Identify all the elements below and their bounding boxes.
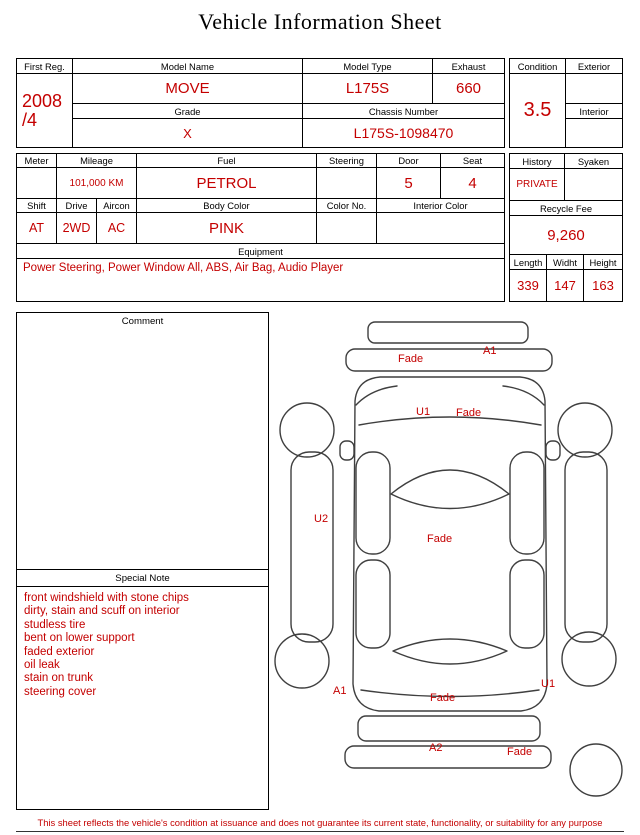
- headlight-right: [503, 386, 544, 405]
- damage-label-u1-rear-right: U1: [541, 678, 556, 690]
- fuel-value: PETROL: [137, 168, 317, 199]
- car-damage-diagram: [268, 312, 624, 812]
- first-reg-year: 2008: [22, 90, 63, 111]
- special-note-header: Special Note: [17, 569, 268, 587]
- drive-value: 2WD: [57, 213, 97, 244]
- right-mirror: [546, 441, 560, 460]
- mileage-label: Mileage: [57, 154, 137, 168]
- door-label: Door: [377, 154, 441, 168]
- first-reg-month: /4: [22, 109, 38, 130]
- recycle-fee-label: Recycle Fee: [539, 202, 593, 214]
- vehicle-spec-table: [16, 153, 505, 302]
- damage-label-fade-front-bumper: Fade: [398, 353, 424, 365]
- table-row: [510, 154, 622, 169]
- left-front-wheel: [280, 403, 334, 457]
- special-note-item: studless tire: [24, 618, 86, 631]
- left-mirror: [340, 441, 354, 460]
- table-row: [510, 270, 622, 301]
- right-rear-window: [510, 560, 544, 648]
- meter-label: Meter: [17, 154, 57, 168]
- front-bumper: [346, 349, 552, 371]
- right-front-wheel: [558, 403, 612, 457]
- rear-bumper-strip: [358, 716, 540, 741]
- damage-label-fade-roof: Fade: [427, 533, 453, 545]
- height-value: 163: [592, 278, 614, 293]
- grade-label: Grade: [73, 104, 303, 119]
- width-label: Widht: [547, 255, 584, 269]
- history-value: PRIVATE: [510, 169, 565, 200]
- right-side-panel: [565, 452, 607, 642]
- length-label: Length: [510, 255, 547, 269]
- exterior-label: Exterior: [566, 59, 622, 74]
- color-no-value: [317, 213, 377, 244]
- width-value: 147: [547, 270, 584, 301]
- damage-label-fade-rear: Fade: [430, 692, 456, 704]
- seat-label: Seat: [441, 154, 504, 168]
- model-type-label: Model Type: [303, 59, 433, 74]
- rear-window: [393, 639, 507, 664]
- special-note-item: steering cover: [24, 685, 97, 698]
- shift-label: Shift: [17, 199, 57, 213]
- condition-table: [509, 58, 623, 148]
- condition-label: Condition: [510, 59, 566, 74]
- windshield: [391, 470, 509, 509]
- disclaimer-text: This sheet reflects the vehicle's condition at issuance and does not guarantee its current state, functionality, or suitability for any purpose: [16, 817, 624, 832]
- right-front-window: [510, 452, 544, 554]
- height-label: Height: [589, 256, 617, 268]
- damage-label-a2-rear-bumper: A2: [429, 742, 443, 754]
- interior-color-value: [377, 213, 504, 244]
- condition-value: 3.5: [510, 74, 566, 147]
- grade-value: X: [73, 119, 303, 147]
- headlight-left: [356, 386, 397, 405]
- hood-line: [359, 417, 541, 425]
- model-type-value: L175S: [303, 74, 433, 104]
- length-value: 339: [510, 270, 547, 301]
- damage-label-a1-front: A1: [483, 345, 497, 357]
- first-reg-value: [17, 74, 73, 147]
- model-name-value: MOVE: [73, 74, 303, 104]
- history-label: History: [510, 154, 565, 168]
- steering-value: [317, 168, 377, 199]
- equipment-label: Equipment: [17, 244, 504, 259]
- chassis-number-value: L175S-1098470: [353, 125, 454, 141]
- interior-color-label: Interior Color: [377, 199, 504, 213]
- interior-label: Interior: [566, 104, 622, 119]
- comment-panel: [16, 312, 269, 810]
- syaken-label: Syaken: [577, 155, 610, 167]
- comment-body: [17, 329, 268, 569]
- special-note-item: dirty, stain and scuff on interior: [24, 605, 180, 618]
- left-rear-window: [356, 560, 390, 648]
- right-rear-wheel: [562, 632, 616, 686]
- damage-label-u2-left-side: U2: [314, 513, 329, 525]
- mileage-value: 101,000 KM: [57, 168, 137, 199]
- equipment-value: Power Steering, Power Window All, ABS, Air Bag, Audio Player: [23, 262, 344, 274]
- aircon-value: AC: [97, 213, 137, 244]
- page-title: Vehicle Information Sheet: [198, 9, 442, 34]
- left-side-panel: [291, 452, 333, 642]
- table-row: [510, 216, 622, 255]
- first-reg-label: First Reg.: [17, 59, 73, 74]
- special-note-list: [17, 587, 268, 809]
- model-name-label: Model Name: [73, 59, 303, 74]
- body-color-label: Body Color: [137, 199, 317, 213]
- damage-label-u1-hood: U1: [416, 406, 431, 418]
- exhaust-label: Exhaust: [433, 59, 504, 74]
- exterior-value: [566, 74, 622, 104]
- history-fee-dimensions-table: [509, 153, 623, 302]
- steering-label: Steering: [317, 154, 377, 168]
- table-row: [510, 255, 622, 270]
- special-note-item: stain on trunk: [24, 672, 94, 685]
- damage-label-fade-rear-bumper: Fade: [507, 746, 533, 758]
- left-rear-wheel: [275, 634, 329, 688]
- door-value: 5: [377, 168, 441, 199]
- aircon-label: Aircon: [97, 199, 137, 213]
- drive-label: Drive: [57, 199, 97, 213]
- special-note-item: oil leak: [24, 659, 60, 672]
- fuel-label: Fuel: [137, 154, 317, 168]
- special-note-item: front windshield with stone chips: [24, 592, 189, 604]
- color-no-label: Color No.: [317, 199, 377, 213]
- chassis-number-label: Chassis Number: [303, 104, 504, 119]
- shift-value: AT: [17, 213, 57, 244]
- recycle-fee-value: 9,260: [547, 226, 585, 244]
- comment-header: Comment: [121, 315, 164, 327]
- damage-label-a1-rear-left: A1: [333, 685, 347, 697]
- left-front-window: [356, 452, 390, 554]
- seat-value: 4: [441, 168, 504, 199]
- table-row: [510, 169, 622, 201]
- interior-value: [566, 119, 622, 147]
- syaken-value: [565, 169, 622, 200]
- special-note-item: bent on lower support: [24, 632, 135, 645]
- body-color-value: PINK: [137, 213, 317, 244]
- table-row: [510, 201, 622, 216]
- vehicle-identity-table: [16, 58, 505, 148]
- meter-value: [17, 168, 57, 199]
- exhaust-value: 660: [433, 74, 504, 104]
- spare-tire: [570, 744, 622, 796]
- front-bumper-strip: [368, 322, 528, 343]
- damage-label-fade-hood: Fade: [456, 407, 482, 419]
- special-note-item: faded exterior: [24, 645, 95, 658]
